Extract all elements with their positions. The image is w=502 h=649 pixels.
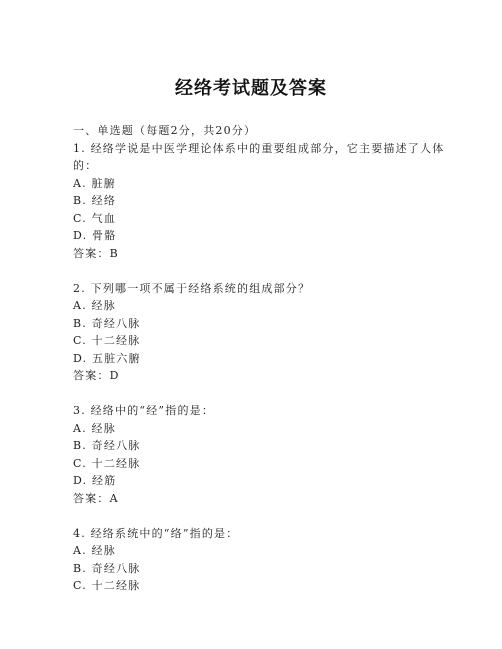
option-a: A. 脏腑 xyxy=(73,176,116,190)
option-c: C. 十二经脉 xyxy=(73,334,141,347)
question-stem: 4. 经络系统中的“络”指的是： xyxy=(73,526,239,540)
spacer xyxy=(73,507,433,525)
spacer xyxy=(73,262,433,280)
question-stem: 1. 经络学说是中医学理论体系中的重要组成部分，它主要描述了人体 xyxy=(73,141,445,155)
option-c: C. 十二经脉 xyxy=(73,579,141,592)
option-d: D. 骨骼 xyxy=(73,229,117,242)
option-c: C. 十二经脉 xyxy=(73,456,141,470)
option-a: A. 经脉 xyxy=(73,299,116,312)
question-4 xyxy=(73,525,433,595)
option-b: B. 奇经八脉 xyxy=(73,316,141,330)
option-a: A. 经脉 xyxy=(73,421,116,435)
option-b: B. 奇经八脉 xyxy=(73,561,141,575)
question-1 xyxy=(73,140,445,263)
document-title: 经络考试题及答案 xyxy=(175,78,327,99)
answer: 答案：B xyxy=(73,246,119,260)
document-body xyxy=(73,122,445,595)
section-heading: 一、单选题（每题2分，共20分） xyxy=(73,124,257,137)
answer: 答案：D xyxy=(73,369,120,382)
spacer xyxy=(73,385,433,403)
question-3 xyxy=(73,402,433,507)
option-b: B. 经络 xyxy=(73,194,117,207)
question-stem: 2. 下列哪一项不属于经络系统的组成部分？ xyxy=(73,281,311,295)
question-2 xyxy=(73,280,433,385)
option-d: D. 经筋 xyxy=(73,474,117,487)
option-c: C. 气血 xyxy=(73,211,117,225)
question-stem: 3. 经络中的“经”指的是： xyxy=(73,404,215,417)
option-d: D. 五脏六腑 xyxy=(73,351,141,365)
answer: 答案：A xyxy=(73,491,119,505)
question-stem: 的： xyxy=(73,159,98,172)
option-b: B. 奇经八脉 xyxy=(73,439,141,452)
option-a: A. 经脉 xyxy=(73,544,116,557)
